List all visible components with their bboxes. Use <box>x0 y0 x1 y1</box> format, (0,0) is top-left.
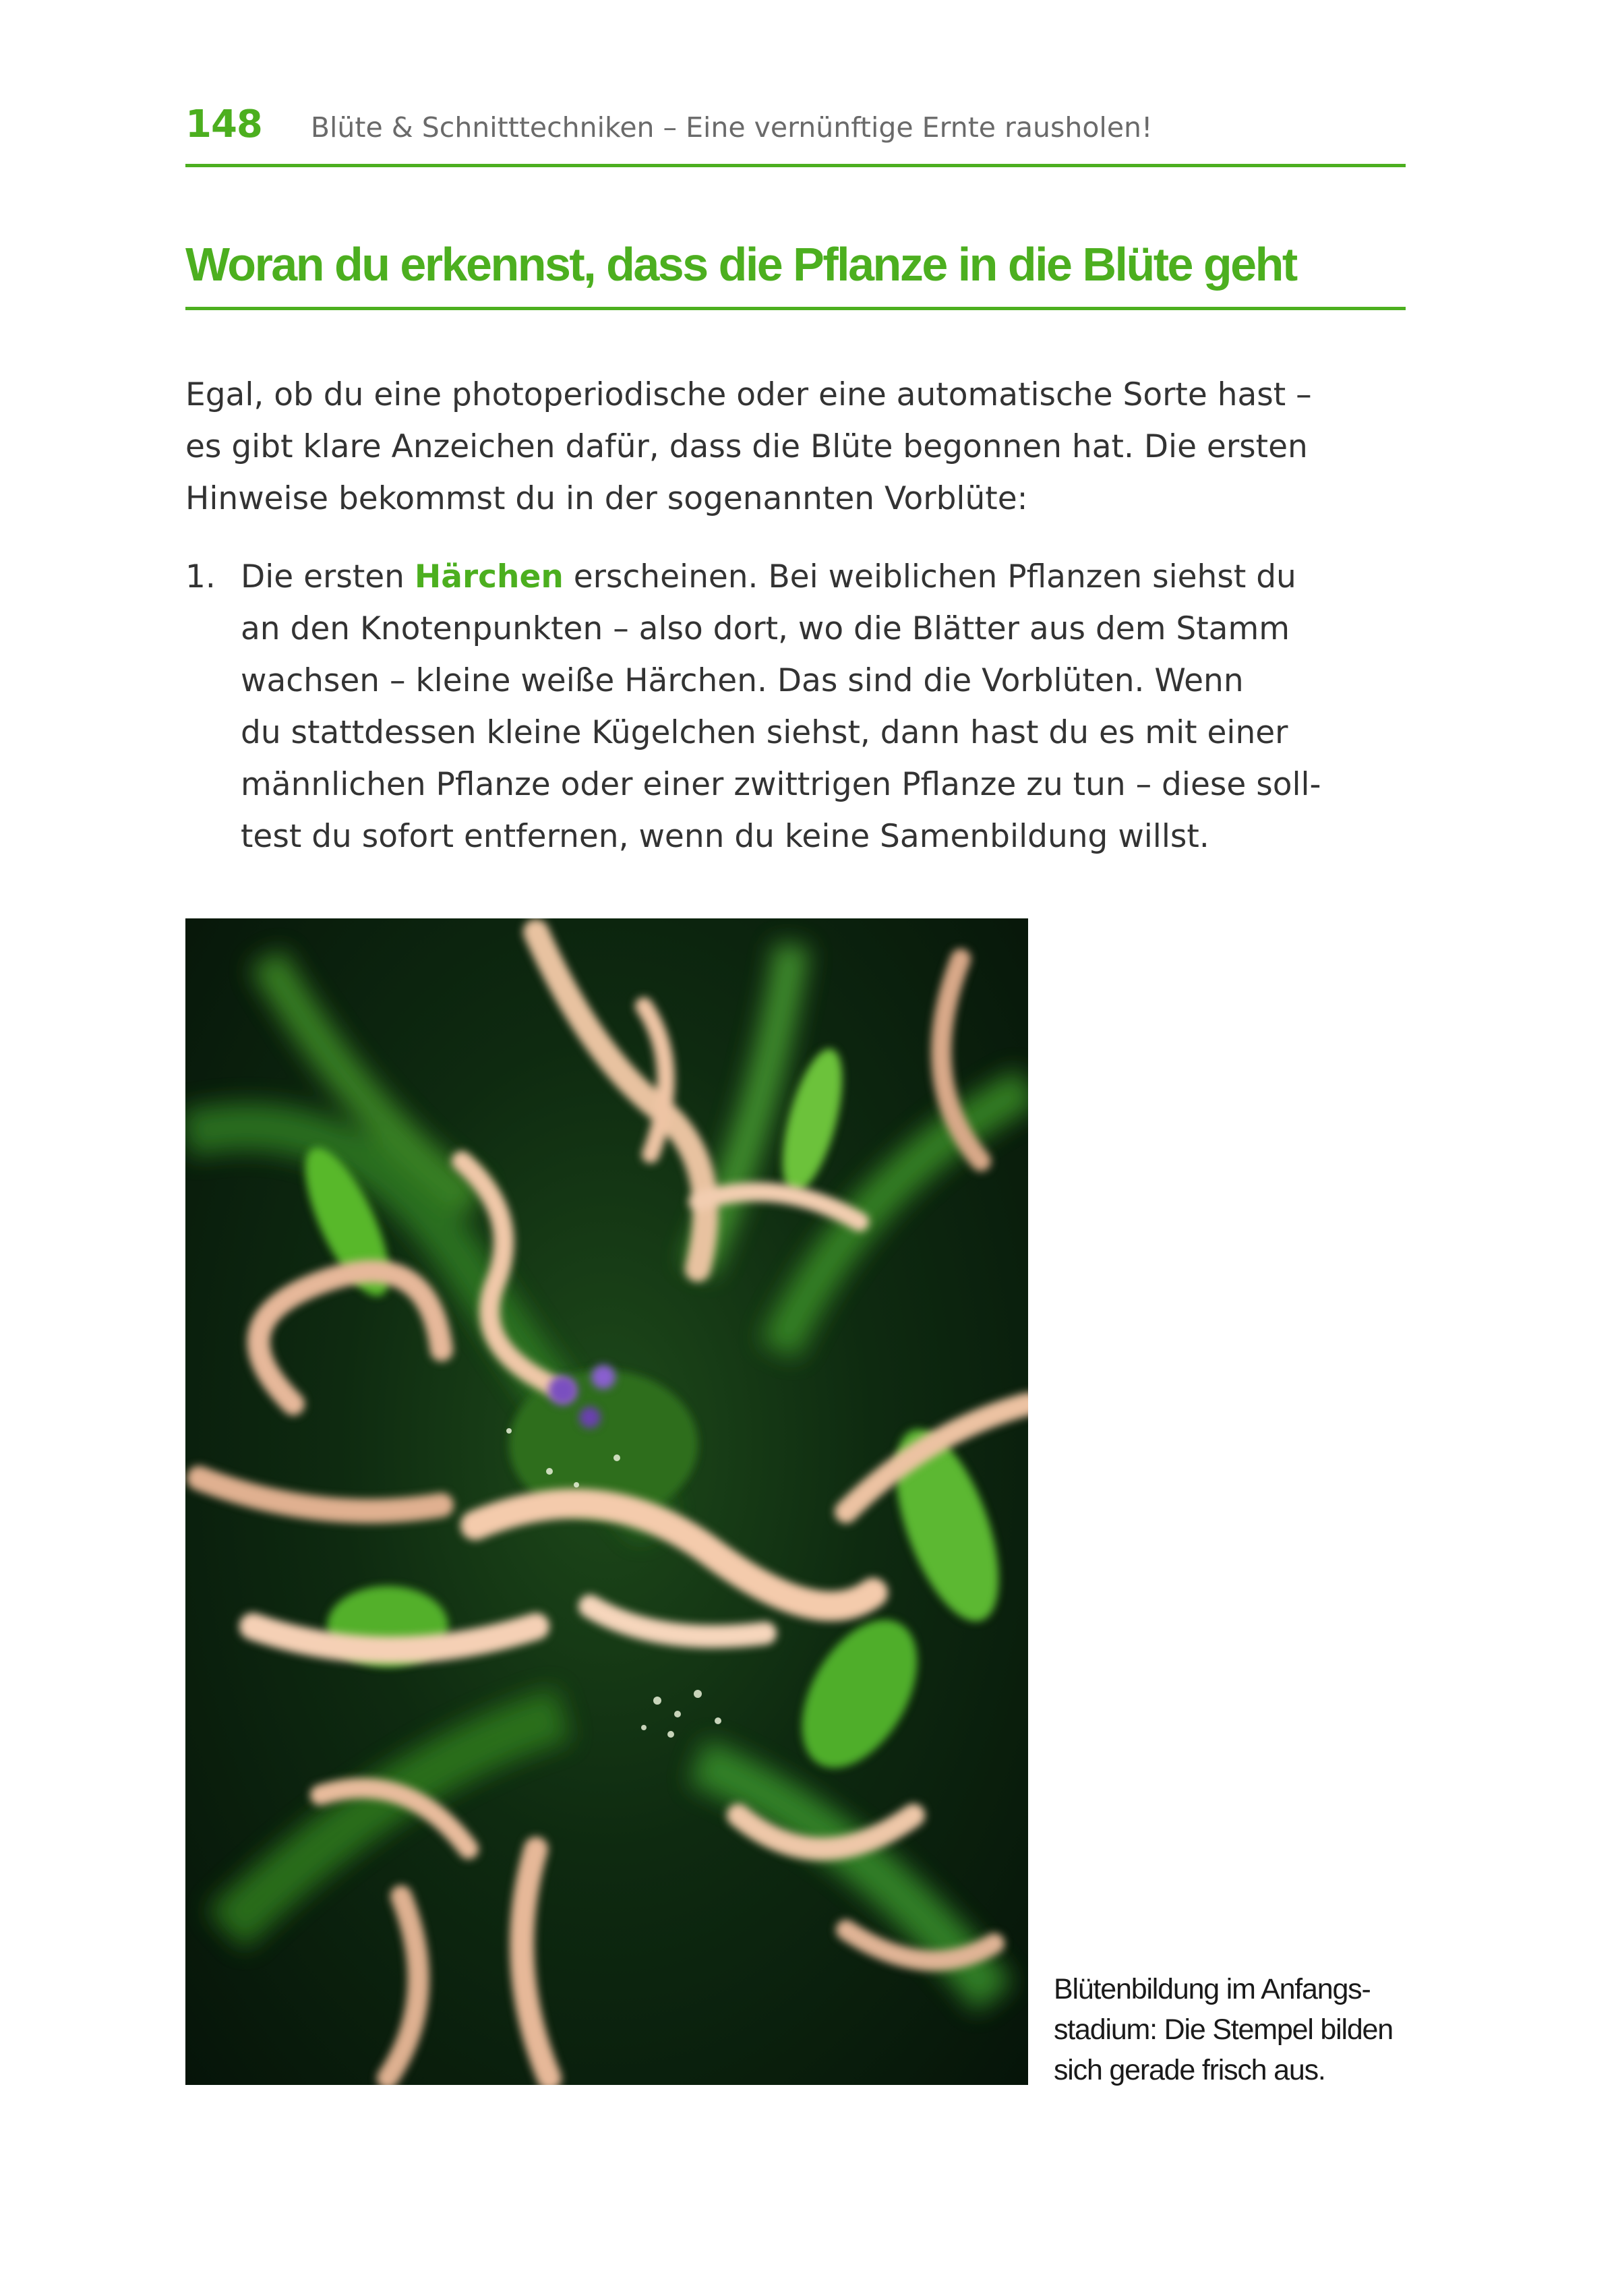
caption-line: stadium: Die Stempel bilden <box>1054 2013 1393 2046</box>
list-text-line: wachsen – kleine weiße Härchen. Das sind die Vorblüten. Wenn <box>241 662 1244 699</box>
running-title: Blüte & Schnitttechniken – Eine vernünftige Ernte rausholen! <box>310 111 1153 144</box>
flower-photo-illustration <box>185 918 1028 2085</box>
caption-line: sich gerade frisch aus. <box>1054 2054 1325 2086</box>
page-number: 148 <box>185 102 262 146</box>
list-number: 1. <box>185 558 216 595</box>
section-heading: Woran du erkennst, dass die Pflanze in die Blüte geht <box>185 238 1296 291</box>
flower-photo <box>185 918 1028 2085</box>
list-text-line: test du sofort entfernen, wenn du keine Samenbildung willst. <box>241 818 1209 855</box>
keyword-highlight: Härchen <box>414 558 564 595</box>
list-text-line: erscheinen. Bei weiblichen Pflanzen siehst du <box>563 558 1296 595</box>
list-text-line: männlichen Pflanze oder einer zwittrigen Pflanze zu tun – diese soll- <box>241 766 1321 803</box>
list-text-line: an den Knotenpunkten – also dort, wo die Blätter aus dem Stamm <box>241 610 1290 647</box>
list-text-line: du stattdessen kleine Kügelchen siehst, dann hast du es mit einer <box>241 714 1288 751</box>
page-header <box>185 102 1406 146</box>
section-rule <box>185 307 1406 310</box>
signs-list <box>185 551 1406 862</box>
caption-line: Blütenbildung im Anfangs- <box>1054 1973 1371 2005</box>
header-rule <box>185 164 1406 167</box>
figure-caption <box>1054 1969 1418 2090</box>
intro-paragraph <box>185 369 1406 525</box>
list-item-text <box>241 551 1406 862</box>
intro-line: Hinweise bekommst du in der sogenannten Vorblüte: <box>185 480 1028 517</box>
list-text-lead: Die ersten <box>241 558 415 595</box>
list-item <box>185 551 1406 862</box>
intro-line: Egal, ob du eine photoperiodische oder eine automatische Sorte hast – <box>185 376 1312 413</box>
intro-line: es gibt klare Anzeichen dafür, dass die Blüte begonnen hat. Die ersten <box>185 428 1308 465</box>
